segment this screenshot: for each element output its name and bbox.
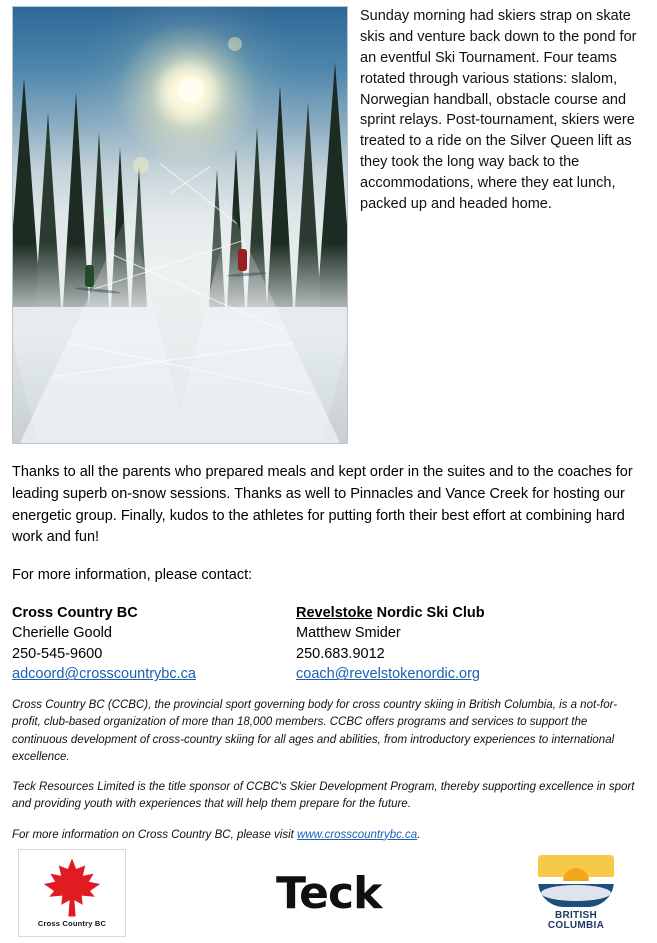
about-ccbc-paragraph: Cross Country BC (CCBC), the provincial sport governing body for cross country skiing in British Columbia, is a not-for-profit, club-based organization of more than 18,000 members. CCBC offers programs and services to support the continuous development of cross-country skiing for all ages and abilities, from introductory experiences to international excellence. [12,699,618,763]
skier-figure [85,265,94,287]
contact-email-link[interactable]: adcoord@crosscountrybc.ca [12,666,196,683]
bc-shield-icon [538,855,614,907]
contact-person: Matthew Smider [296,625,401,642]
skier-figure [238,249,247,271]
contact-org-suffix: Nordic Ski Club [372,604,485,621]
thanks-paragraph: Thanks to all the parents who prepared meals and kept order in the suites and to the coaches for leading superb on-snow sessions. Thanks as well to Pinnacles and Vance Creek for hosting our energetic group. Finally, kudos to the athletes for putting forth their best effort at combining hard work and fun! [12,464,633,546]
contact-cross-country-bc [12,603,296,685]
body-copy [0,444,657,587]
contact-org: Cross Country BC [12,604,138,621]
contact-phone: 250-545-9600 [12,645,103,662]
crosscountrybc-website-link[interactable]: www.crosscountrybc.ca [297,828,418,841]
teck-logo: Teck [276,868,382,919]
cross-country-bc-logo-label: Cross Country BC [37,918,107,928]
contacts-block [0,603,657,685]
sun-glare [178,77,204,103]
bc-sun-icon [563,868,589,881]
photo-and-intro-row [0,0,657,444]
maple-leaf-icon [42,859,102,917]
cross-country-bc-logo [18,849,126,937]
bc-wave-icon [541,885,611,901]
contact-org [296,603,485,624]
contact-email-link[interactable]: coach@revelstokenordic.org [296,666,480,683]
contact-intro: For more information, please contact: [12,567,253,583]
ski-trail-photo [12,6,348,444]
more-info-paragraph [12,827,645,844]
contact-phone: 250.683.9012 [296,645,385,662]
intro-paragraph: Sunday morning had skiers strap on skate skis and venture back down to the pond for an eventful Ski Tournament. Four teams rotated through various stations: slalom, Norwegian handball, obstacle course and sprint relays. Post-tournament, skiers were treated to a ride on the Silver Queen lift as they took the long way back to the accommodations, where they eat lunch, packed up and headed home. [360,8,637,212]
contact-person: Cherielle Goold [12,625,112,642]
contact-revelstoke-nordic [296,603,485,685]
british-columbia-logo [521,849,631,937]
british-columbia-logo-label [548,911,604,932]
more-info-suffix: . [417,828,421,841]
bc-label-line2: COLUMBIA [547,920,605,931]
about-teck-paragraph: Teck Resources Limited is the title sponsor of CCBC's Skier Development Program, thereby supporting excellence in sport and providing youth with experiences that will help them prepare for the future. [12,781,635,811]
sponsor-logos-row [0,847,657,939]
fineprint-block [0,685,657,844]
contact-org-prefix: Revelstoke [296,604,373,621]
more-info-prefix: For more information on Cross Country BC, please visit [12,828,298,841]
bc-label-line1: BRITISH [554,909,598,921]
photo-background [13,7,347,443]
